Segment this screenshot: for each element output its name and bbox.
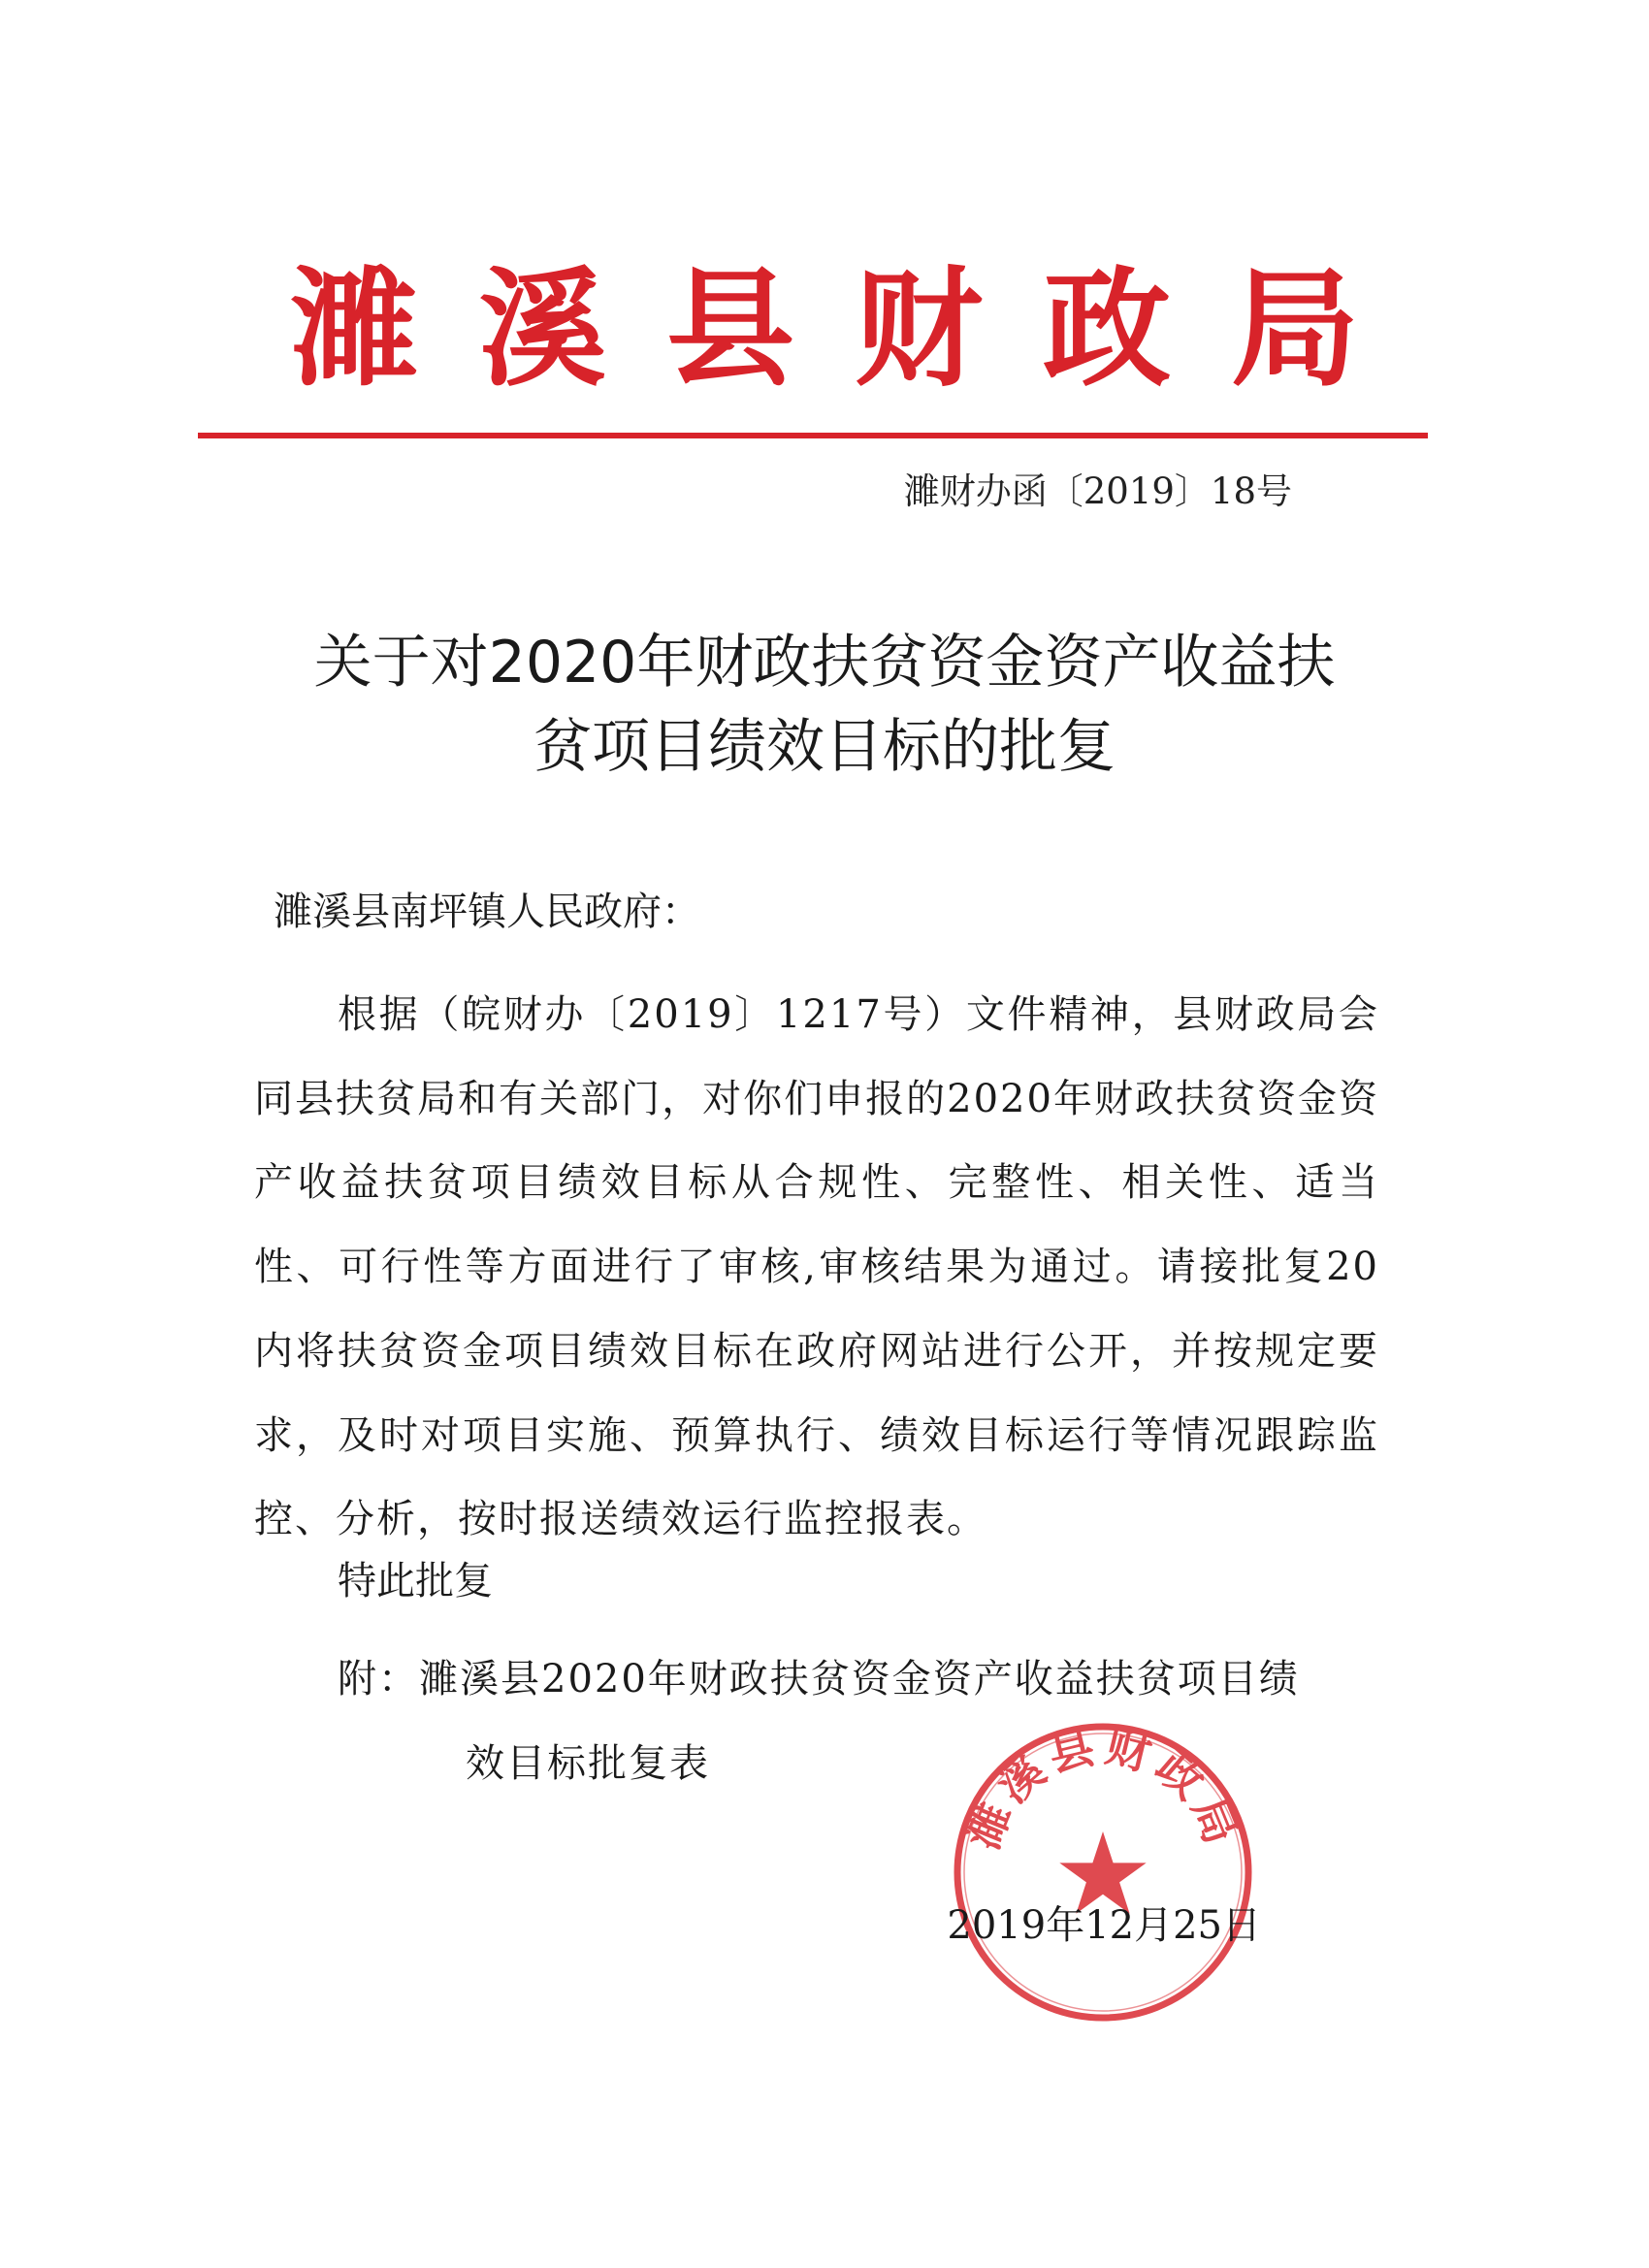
attachment-line-1 bbox=[338, 1637, 1379, 1722]
body-paragraph: 根据（皖财办〔2019〕1217号）文件精神，县财政局会同县扶贫局和有关部门，对你们申报的2020年财政扶贫资金资产收益扶贫项目绩效目标从合规性、完整性、相关性、适当性、可行性等方面进行了审核,审核结果为通过。请接批复20内将扶贫资金项目绩效目标在政府网站进行公开，并按规定要求，及时对项目实施、预算执行、绩效目标运行等情况跟踪监控、分析，按时报送绩效运行监控报表。 bbox=[254, 992, 1379, 1542]
document-number: 濉财办函〔2019〕18号 bbox=[903, 470, 1292, 512]
seal-text: 濉溪县财政局 bbox=[955, 1719, 1250, 1857]
official-seal-stamp bbox=[948, 1717, 1258, 2027]
letterhead-org-name: 濉溪县财政局 bbox=[290, 254, 1419, 405]
title-line-1: 关于对2020年财政扶贫资金资产收益扶 bbox=[313, 629, 1336, 697]
closing-text: 特此批复 bbox=[338, 1559, 493, 1604]
letterhead-red-rule bbox=[198, 433, 1428, 438]
addressee: 濉溪县南坪镇人民政府： bbox=[274, 890, 700, 934]
document-date: 2019年12月25日 bbox=[947, 1903, 1261, 1948]
attachment-line-2: 效目标批复表 bbox=[466, 1740, 710, 1786]
document-title bbox=[146, 621, 1504, 790]
attachment-title-part-1: 濉溪县2020年财政扶贫资金资产收益扶贫项目绩 bbox=[419, 1657, 1300, 1701]
title-line-2: 贫项目绩效目标的批复 bbox=[534, 713, 1116, 781]
attachment-label: 附： bbox=[338, 1657, 419, 1701]
